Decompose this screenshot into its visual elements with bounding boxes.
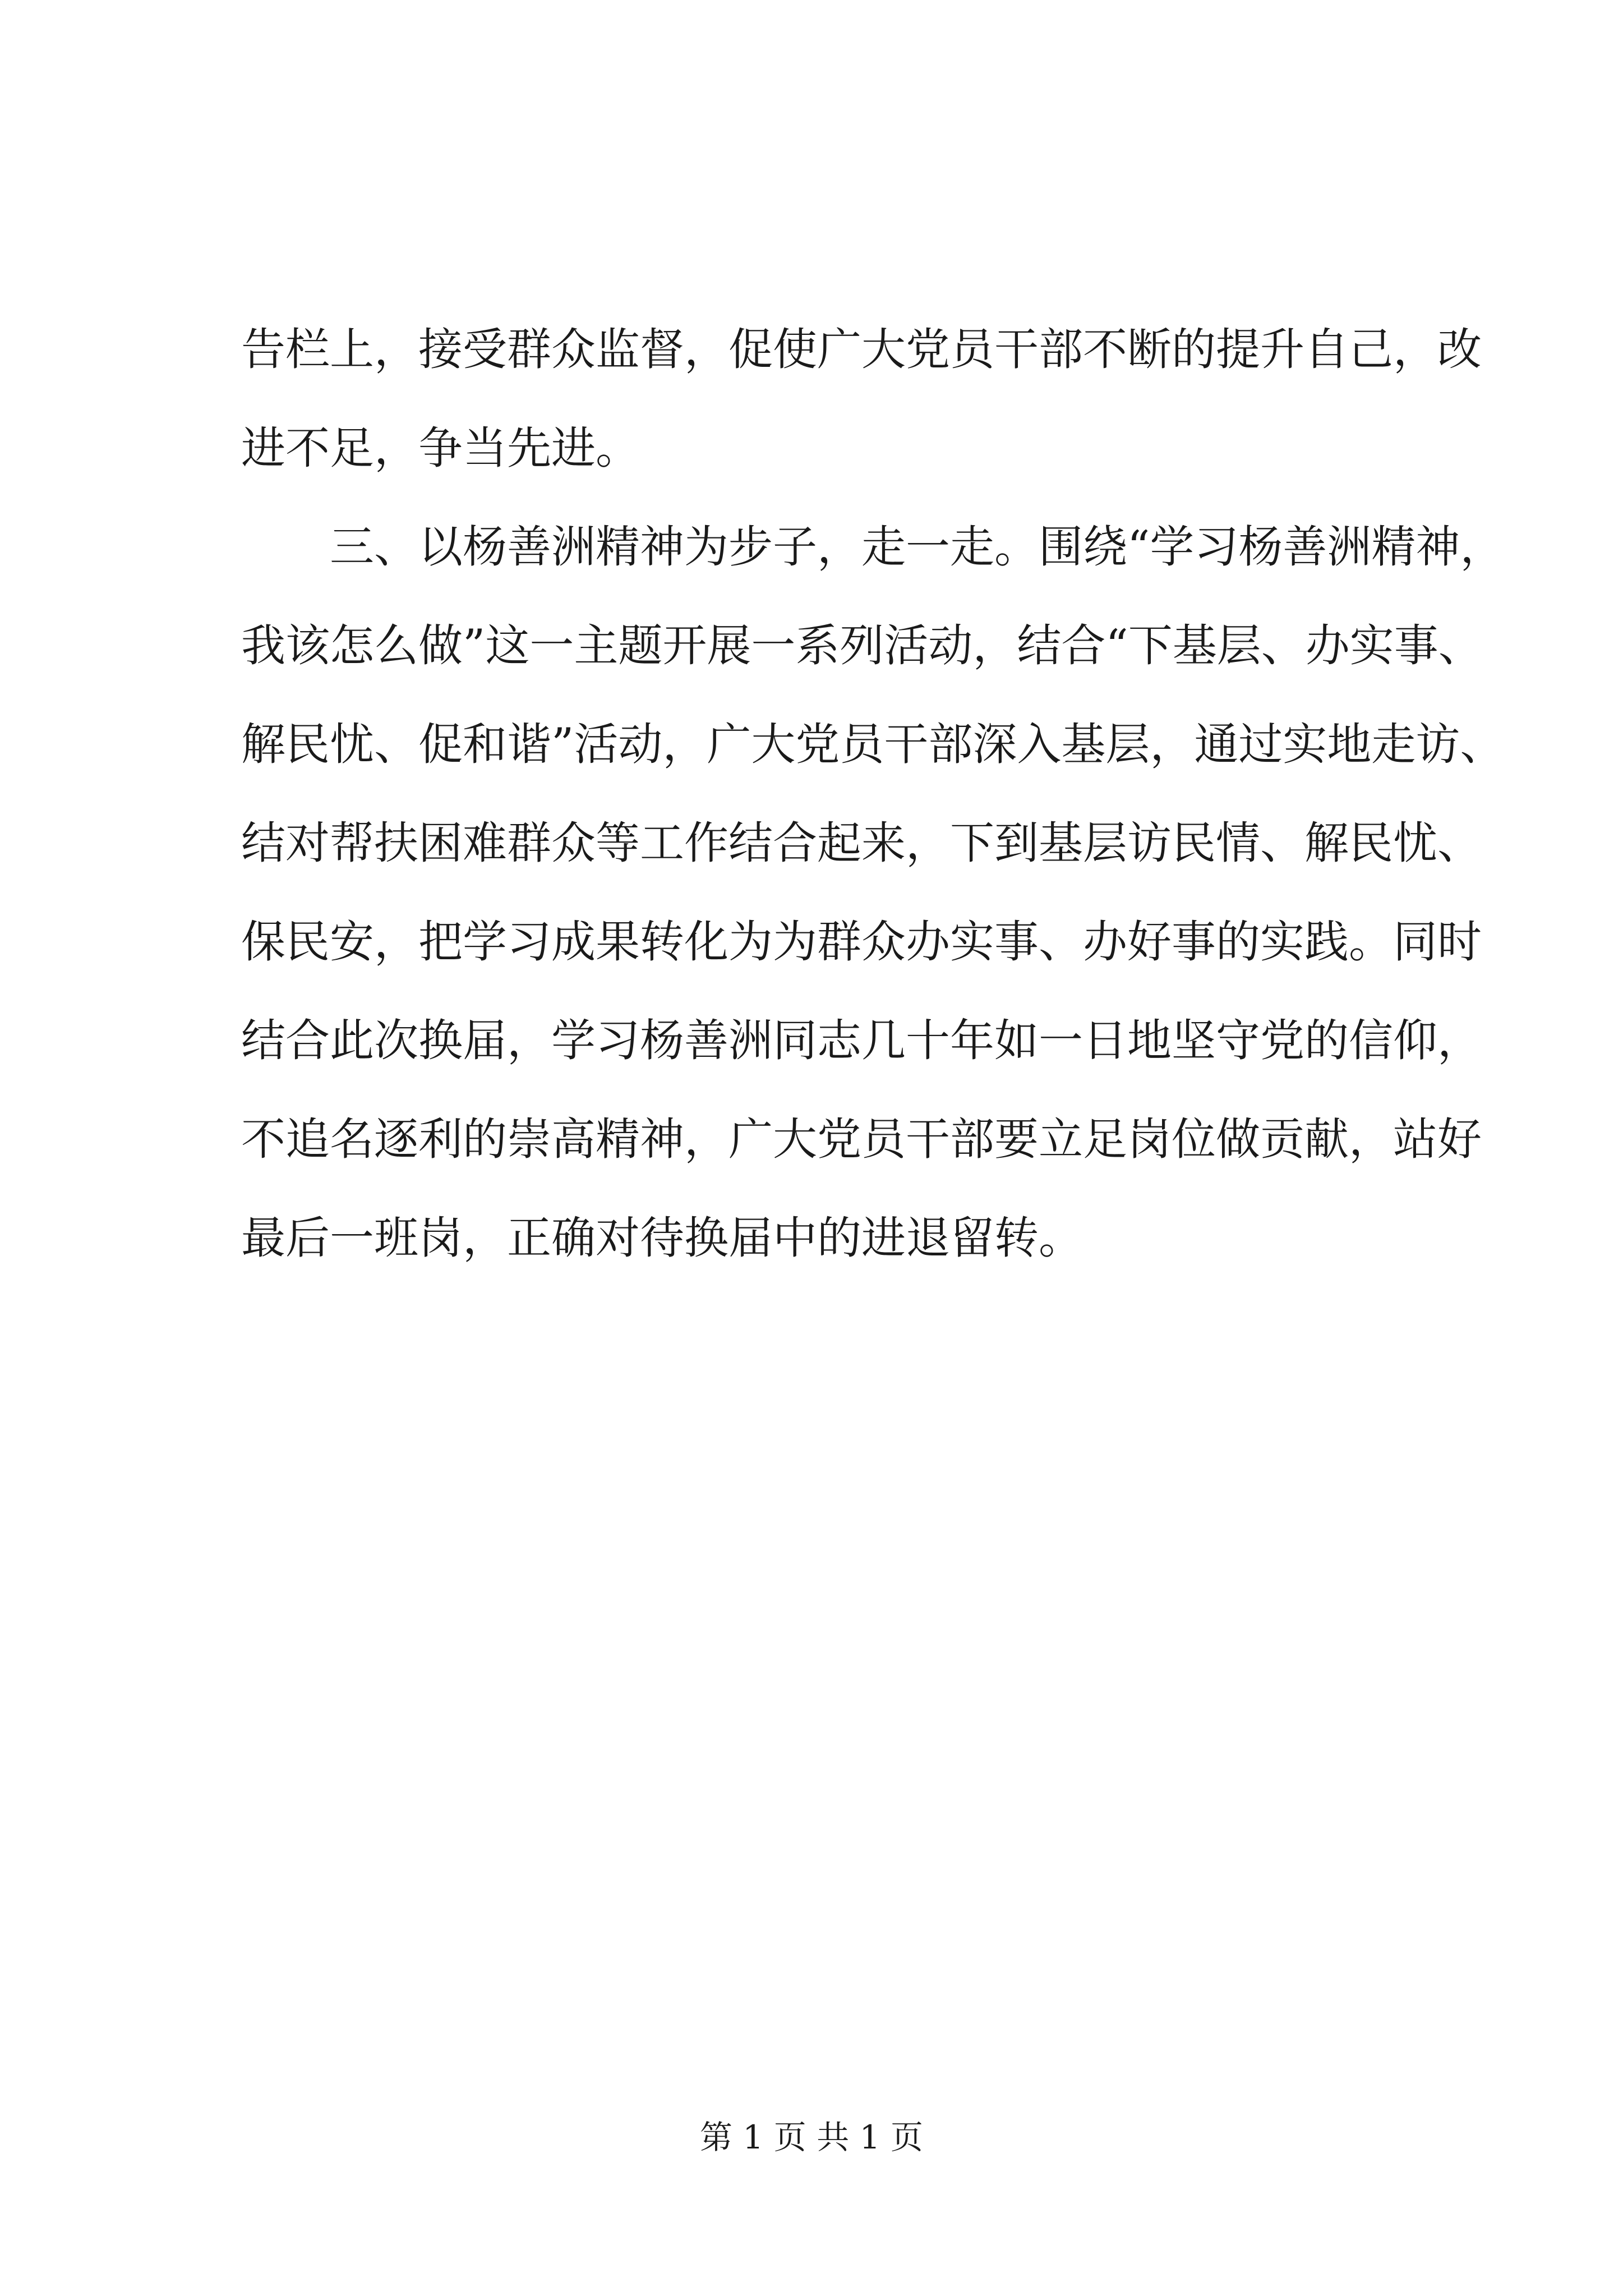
text-line: 解民忧、促和谐”活动，广大党员干部深入基层，通过实地走访、: [241, 719, 1505, 770]
paragraph-2: [241, 498, 1505, 1287]
page-number-footer: 第 1 页 共 1 页: [700, 2118, 923, 2156]
text-line: 结对帮扶困难群众等工作结合起来，下到基层访民情、解民忧、: [241, 817, 1482, 869]
paragraph-1: [241, 300, 1482, 498]
text-line: 进不足，争当先进。: [241, 422, 640, 474]
text-line: 最后一班岗，正确对待换届中的进退留转。: [241, 1212, 1083, 1264]
text-line: 保民安，把学习成果转化为为群众办实事、办好事的实践。同时: [241, 916, 1482, 968]
text-line: 三、以杨善洲精神为步子，走一走。围绕“学习杨善洲精神，: [330, 521, 1505, 573]
text-line: 我该怎么做”这一主题开展一系列活动，结合“下基层、办实事、: [241, 620, 1483, 671]
document-body: [241, 300, 1505, 1287]
text-line: 不追名逐利的崇高精神，广大党员干部要立足岗位做贡献，站好: [241, 1114, 1482, 1165]
text-line: 结合此次换届，学习杨善洲同志几十年如一日地坚守党的信仰，: [241, 1015, 1482, 1066]
text-line: 告栏上，接受群众监督，促使广大党员干部不断的提升自己，改: [241, 324, 1482, 375]
